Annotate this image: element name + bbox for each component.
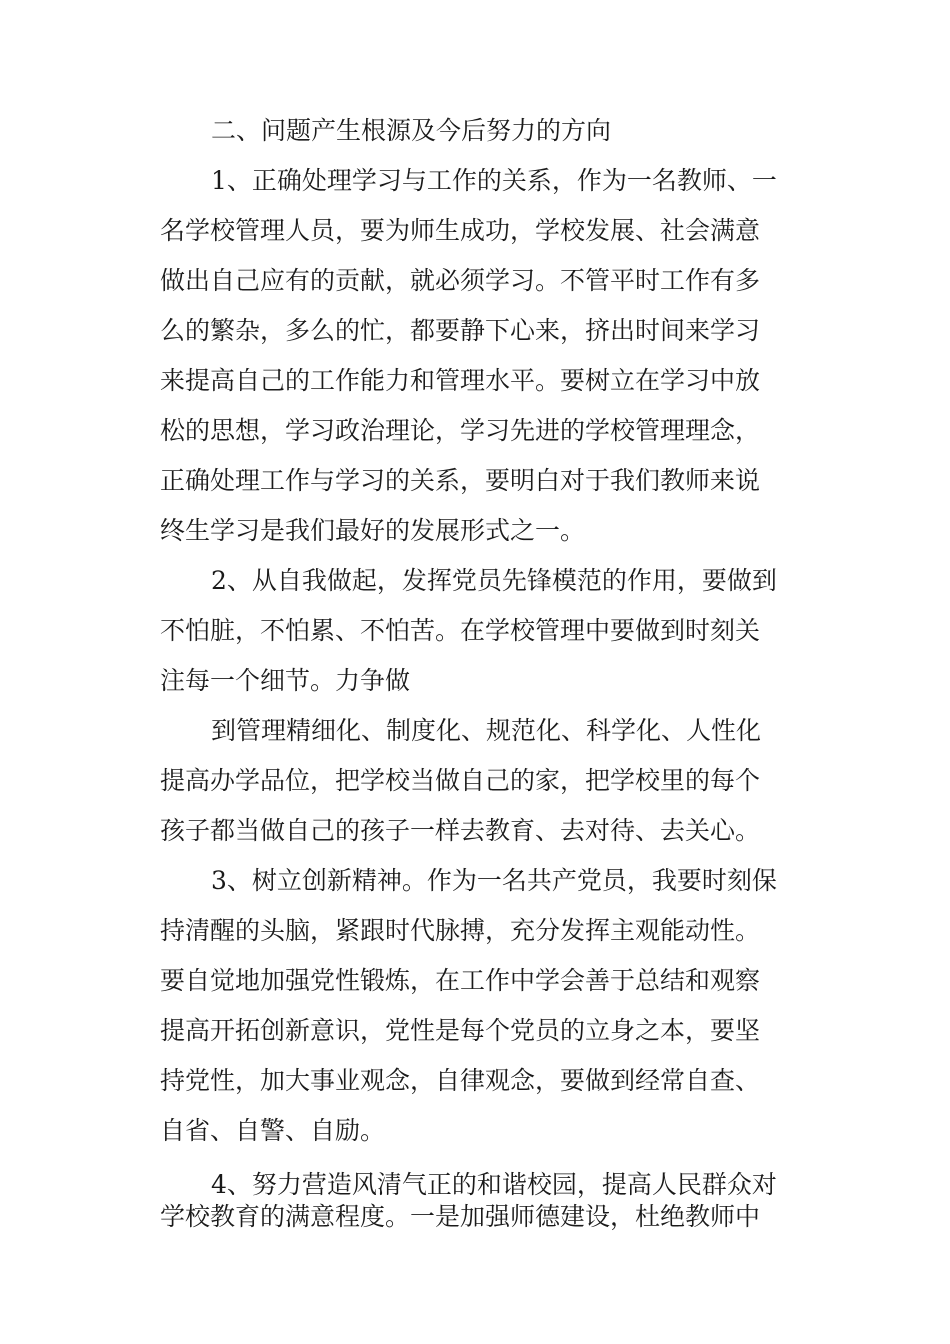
paragraph-line: 注每一个细节。力争做 bbox=[160, 666, 411, 695]
paragraph-line: 来提高自己的工作能力和管理水平。要树立在学习中放 bbox=[160, 366, 761, 395]
paragraph-line: 孩子都当做自己的孩子一样去教育、去对待、去关心。 bbox=[160, 816, 761, 845]
paragraph-line: 名学校管理人员，要为师生成功，学校发展、社会满意 bbox=[160, 216, 761, 245]
paragraph-line: 自省、自警、自励。 bbox=[160, 1116, 386, 1145]
paragraph-line: 做出自己应有的贡献，就必须学习。不管平时工作有多 bbox=[160, 266, 761, 295]
paragraph-line: 2、从自我做起，发挥党员先锋模范的作用，要做到 bbox=[211, 566, 777, 595]
paragraph-line: 持清醒的头脑，紧跟时代脉搏，充分发挥主观能动性。 bbox=[160, 916, 761, 945]
paragraph-line: 到管理精细化、制度化、规范化、科学化、人性化 bbox=[211, 716, 762, 745]
paragraph-line: 松的思想，学习政治理论，学习先进的学校管理理念， bbox=[160, 416, 761, 445]
paragraph-line: 1、正确处理学习与工作的关系，作为一名教师、一 bbox=[211, 166, 777, 195]
paragraph-line: 4、努力营造风清气正的和谐校园，提高人民群众对 bbox=[211, 1170, 777, 1199]
paragraph-line: 3、树立创新精神。作为一名共产党员，我要时刻保 bbox=[211, 866, 777, 895]
paragraph-line: 学校教育的满意程度。一是加强师德建设，杜绝教师中 bbox=[160, 1202, 761, 1231]
paragraph-line: 提高办学品位，把学校当做自己的家，把学校里的每个 bbox=[160, 766, 761, 795]
paragraph-line: 终生学习是我们最好的发展形式之一。 bbox=[160, 516, 586, 545]
paragraph-line: 提高开拓创新意识，党性是每个党员的立身之本，要坚 bbox=[160, 1016, 761, 1045]
section-heading: 二、问题产生根源及今后努力的方向 bbox=[211, 116, 612, 145]
paragraph-line: 持党性，加大事业观念，自律观念，要做到经常自查、 bbox=[160, 1066, 761, 1095]
paragraph-line: 不怕脏，不怕累、不怕苦。在学校管理中要做到时刻关 bbox=[160, 616, 761, 645]
paragraph-line: 正确处理工作与学习的关系，要明白对于我们教师来说 bbox=[160, 466, 761, 495]
paragraph-line: 么的繁杂，多么的忙，都要静下心来，挤出时间来学习 bbox=[160, 316, 761, 345]
paragraph-line: 要自觉地加强党性锻炼，在工作中学会善于总结和观察 bbox=[160, 966, 761, 995]
